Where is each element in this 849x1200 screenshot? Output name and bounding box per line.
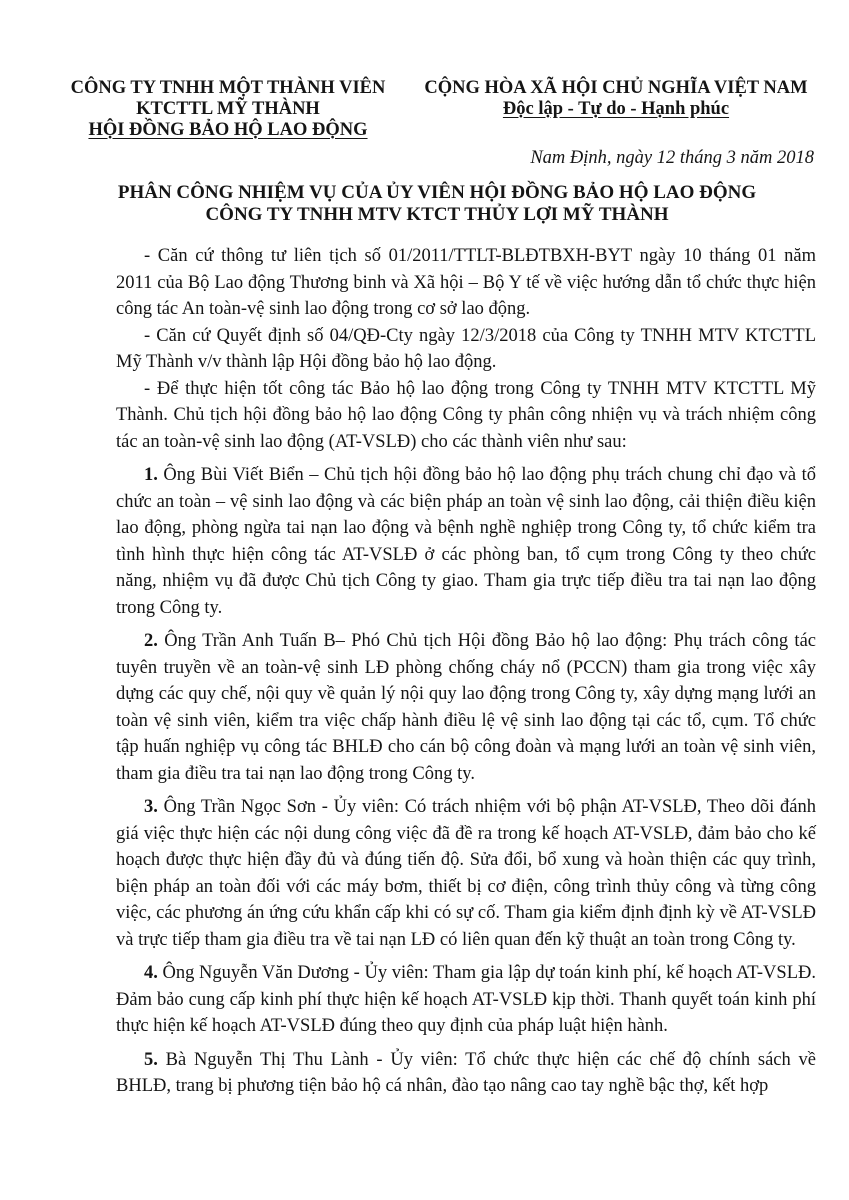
preamble-paragraph: - Căn cứ thông tư liên tịch số 01/2011/TTLT-BLĐTBXH-BYT ngày 10 tháng 01 năm 2011 của Bộ Lao động Thương binh và Xã hội – Bộ Y tế về việc hướng dẫn tổ chức thực hiện công tác An toàn-vệ sinh lao động trong cơ sở lao động.: [116, 246, 816, 319]
item-number: 2.: [144, 631, 158, 651]
assignment-item: [116, 1047, 816, 1100]
assignment-item: [116, 628, 816, 787]
item-text: Ông Trần Anh Tuấn B– Phó Chủ tịch Hội đồng Bảo hộ lao động: Phụ trách công tác tuyên truyền về an toàn-vệ sinh LĐ phòng chống cháy nổ (PCCN) tham gia trong việc xây dựng các quy chế, nội quy về quản lý nội quy lao động trong Công ty, xây dựng mạng lưới an toàn vệ sinh viên, kiểm tra việc chấp hành điều lệ vệ sinh lao động tại các tổ, cụm. Tổ chức tập huấn nghiệp vụ công tác BHLĐ cho cán bộ công đoàn và mạng lưới an toàn vệ sinh viên, tham gia điều tra tai nạn lao động trong Công ty.: [116, 631, 816, 784]
item-number: 5.: [144, 1049, 158, 1070]
council-name: HỘI ĐỒNG BẢO HỘ LAO ĐỘNG: [88, 120, 368, 140]
item-text: Ông Trần Ngọc Sơn - Ủy viên: Có trách nhiệm với bộ phận AT-VSLĐ, Theo dõi đánh giá việc thực hiện các nội dung công việc đã đề ra trong kế hoạch AT-VSLĐ, đảm bảo cho kế hoạch được thực hiện đầy đủ và đúng tiến độ. Sửa đổi, bổ xung và hoàn thiện các quy trình, biện pháp an toàn đối với các máy bơm, thiết bị cơ điện, công trình thủy công và từng công việc, các phương án ứng cứu khẩn cấp khi có sự cố. Tham gia kiểm định định kỳ về AT-VSLĐ và trực tiếp tham gia điều tra về tai nạn LĐ có liên quan đến kỹ thuật an toàn trong Công ty.: [116, 797, 816, 950]
organization-name-line2: KTCTTL MỸ THÀNH: [136, 99, 320, 119]
item-text: Bà Nguyễn Thị Thu Lành - Ủy viên: Tổ chức thực hiện các chế độ chính sách về BHLĐ, trang bị phương tiện bảo hộ cá nhân, đào tạo nâng cao tay nghề bậc thợ, kết hợp: [116, 1049, 816, 1096]
preamble-paragraph: - Căn cứ Quyết định số 04/QĐ-Cty ngày 12/3/2018 của Công ty TNHH MTV KTCTTL Mỹ Thành v/v thành lập Hội đồng bảo hộ lao động.: [116, 325, 816, 372]
item-number: 4.: [144, 963, 158, 983]
document-date: Nam Định, ngày 12 tháng 3 năm 2018: [530, 148, 814, 168]
assignment-item: [116, 462, 816, 621]
organization-header: [58, 78, 398, 141]
organization-name-line1: CÔNG TY TNHH MỘT THÀNH VIÊN: [70, 78, 386, 98]
document-title-line2: CÔNG TY TNHH MTV KTCT THỦY LỢI MỸ THÀNH: [205, 204, 669, 225]
item-number: 3.: [144, 797, 158, 817]
document-body: [116, 243, 816, 1100]
item-text: Ông Nguyễn Văn Dương - Ủy viên: Tham gia lập dự toán kinh phí, kế hoạch AT-VSLĐ. Đảm bảo cung cấp kinh phí thực hiện kế hoạch AT-VSLĐ kịp thời. Thanh quyết toán kinh phí thực hiện kế hoạch AT-VSLĐ đúng theo quy định của pháp luật hiện hành.: [116, 963, 816, 1036]
assignment-item: [116, 794, 816, 953]
item-text: Ông Bùi Viết Biển – Chủ tịch hội đồng bảo hộ lao động phụ trách chung chỉ đạo và tổ chức an toàn – vệ sinh lao động và các biện pháp an toàn vệ sinh lao động, cải thiện điều kiện lao động, phòng ngừa tai nạn lao động và bệnh nghề nghiệp trong Công ty, tổ chức kiểm tra tình hình thực hiện công tác AT-VSLĐ ở các phòng ban, tổ cụm trong Công ty theo chức năng, nhiệm vụ đã được Chủ tịch Công ty giao. Tham gia trực tiếp điều tra tai nạn lao động trong Công ty.: [116, 465, 816, 618]
preamble-paragraph: - Để thực hiện tốt công tác Bảo hộ lao động trong Công ty TNHH MTV KTCTTL Mỹ Thành. Chủ tịch hội đồng bảo hộ lao động Công ty phân công nhiện vụ và trách nhiệm công tác an toàn-vệ sinh lao động (AT-VSLĐ) cho các thành viên như sau:: [116, 378, 816, 452]
assignment-item: [116, 960, 816, 1040]
national-title: CỘNG HÒA XÃ HỘI CHỦ NGHĨA VIỆT NAM: [424, 78, 808, 98]
item-number: 1.: [144, 465, 158, 485]
document-title: [60, 182, 814, 226]
national-motto: Độc lập - Tự do - Hạnh phúc: [502, 99, 730, 119]
national-header: [416, 78, 816, 120]
document-title-line1: PHÂN CÔNG NHIỆM VỤ CỦA ỦY VIÊN HỘI ĐỒNG BẢO HỘ LAO ĐỘNG: [117, 182, 757, 203]
